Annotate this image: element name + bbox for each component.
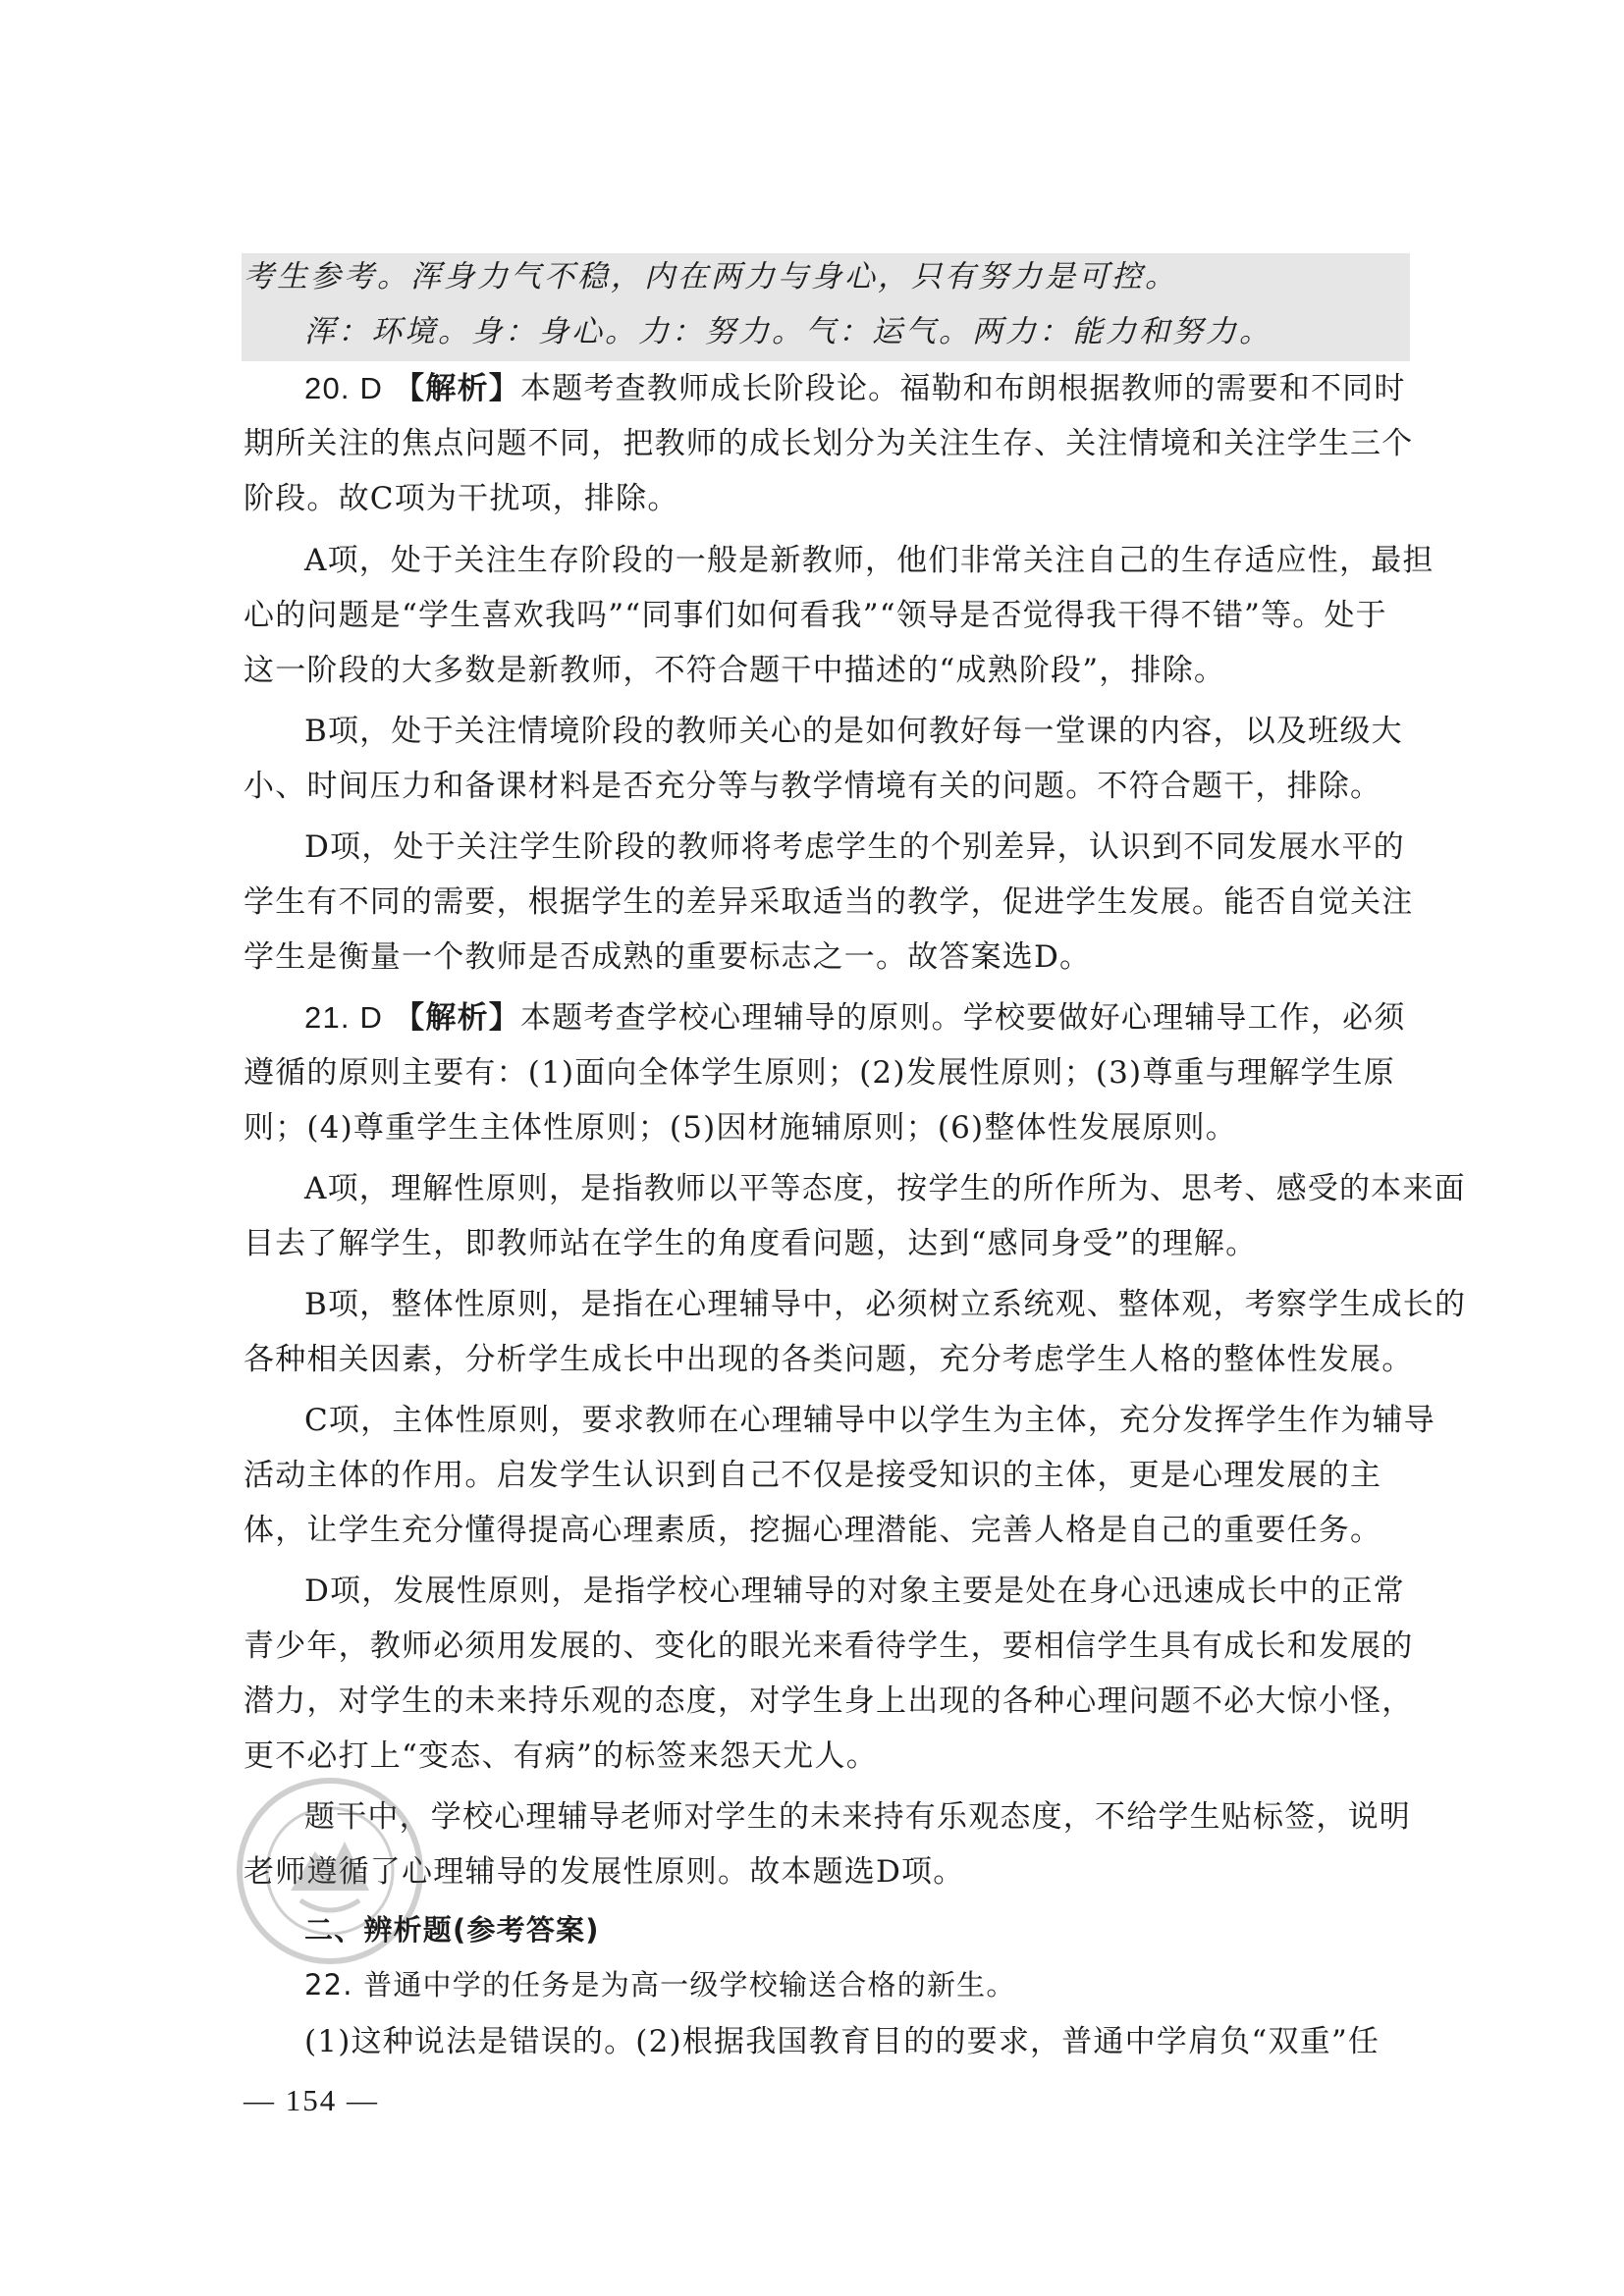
- q20-analysis-tag: 【解析】: [394, 371, 520, 406]
- q21-line: C项，主体性原则，要求教师在心理辅导中以学生为主体，充分发挥学生作为辅导: [304, 1403, 1435, 1438]
- q21-line: B项，整体性原则，是指在心理辅导中，必须树立系统观、整体观，考察学生成长的: [304, 1287, 1467, 1322]
- q22-answer-line: (1)这种说法是错误的。(2)根据我国教育目的的要求，普通中学肩负“双重”任: [304, 2024, 1380, 2059]
- q20-first-line: [244, 369, 1473, 408]
- section-heading: 二、辨析题(参考答案): [304, 1913, 600, 1947]
- q20-line: 阶段。故C项为干扰项，排除。: [244, 481, 679, 516]
- q21-line: 活动主体的作用。启发学生认识到自己不仅是接受知识的主体，更是心理发展的主: [244, 1458, 1382, 1493]
- q20-line: 学生有不同的需要，根据学生的差异采取适当的教学，促进学生发展。能否自觉关注: [244, 884, 1414, 920]
- q21-analysis-tag: 【解析】: [394, 1000, 520, 1036]
- q20-line: 期所关注的焦点问题不同，把教师的成长划分为关注生存、关注情境和关注学生三个: [244, 426, 1414, 461]
- shaded-line-2: 浑：环境。身：身心。力：努力。气：运气。两力：能力和努力。: [304, 314, 1272, 349]
- q21-first-line: [244, 998, 1473, 1038]
- q20-line: 学生是衡量一个教师是否成熟的重要标志之一。故答案选D。: [244, 939, 1092, 975]
- q20-number: 20. D: [304, 371, 384, 405]
- q20-text: 本题考查教师成长阶段论。福勒和布朗根据教师的需要和不同时: [519, 371, 1406, 406]
- q20-line: 这一阶段的大多数是新教师，不符合题干中描述的“成熟阶段”，排除。: [244, 653, 1226, 688]
- q21-line: 潜力，对学生的未来持乐观的态度，对学生身上出现的各种心理问题不必大惊小怪，: [244, 1683, 1414, 1719]
- q20-line: 心的问题是“学生喜欢我吗”“同事们如何看我”“领导是否觉得我干得不错”等。处于: [244, 598, 1387, 633]
- q21-line: 则；(4)尊重学生主体性原则；(5)因材施辅原则；(6)整体性发展原则。: [244, 1110, 1237, 1146]
- q21-text: 本题考查学校心理辅导的原则。学校要做好心理辅导工作，必须: [519, 1000, 1406, 1036]
- q21-line: 老师遵循了心理辅导的发展性原则。故本题选D项。: [244, 1854, 965, 1890]
- q21-line: 青少年，教师必须用发展的、变化的眼光来看待学生，要相信学生具有成长和发展的: [244, 1629, 1414, 1664]
- q21-line: 目去了解学生，即教师站在学生的角度看问题，达到“感同身受”的理解。: [244, 1226, 1258, 1261]
- q21-line: A项，理解性原则，是指教师以平等态度，按学生的所作所为、思考、感受的本来面: [304, 1171, 1466, 1206]
- shaded-line-1: 考生参考。浑身力气不稳，内在两力与身心，只有努力是可控。: [244, 259, 1178, 294]
- q21-line: 题干中，学校心理辅导老师对学生的未来持有乐观态度，不给学生贴标签，说明: [304, 1799, 1411, 1835]
- q21-line: 遵循的原则主要有：(1)面向全体学生原则；(2)发展性原则；(3)尊重与理解学生原: [244, 1055, 1395, 1091]
- q21-number: 21. D: [304, 1000, 384, 1035]
- q20-line: B项，处于关注情境阶段的教师关心的是如何教好每一堂课的内容，以及班级大: [304, 714, 1403, 749]
- q20-line: D项，处于关注学生阶段的教师将考虑学生的个别差异，认识到不同发展水平的: [304, 829, 1405, 865]
- q21-line: D项，发展性原则，是指学校心理辅导的对象主要是处在身心迅速成长中的正常: [304, 1574, 1405, 1609]
- q22-question: 22. 普通中学的任务是为高一级学校输送合格的新生。: [304, 1968, 1016, 2002]
- q20-line: A项，处于关注生存阶段的一般是新教师，他们非常关注自己的生存适应性，最担: [304, 543, 1435, 578]
- q21-line: 更不必打上“变态、有病”的标签来怨天尤人。: [244, 1738, 878, 1774]
- q21-line: 各种相关因素，分析学生成长中出现的各类问题，充分考虑学生人格的整体性发展。: [244, 1342, 1414, 1377]
- page-number: — 154 —: [244, 2083, 379, 2117]
- q21-line: 体，让学生充分懂得提高心理素质，挖掘心理潜能、完善人格是自己的重要任务。: [244, 1513, 1382, 1548]
- q20-line: 小、时间压力和备课材料是否充分等与教学情境有关的问题。不符合题干，排除。: [244, 769, 1382, 804]
